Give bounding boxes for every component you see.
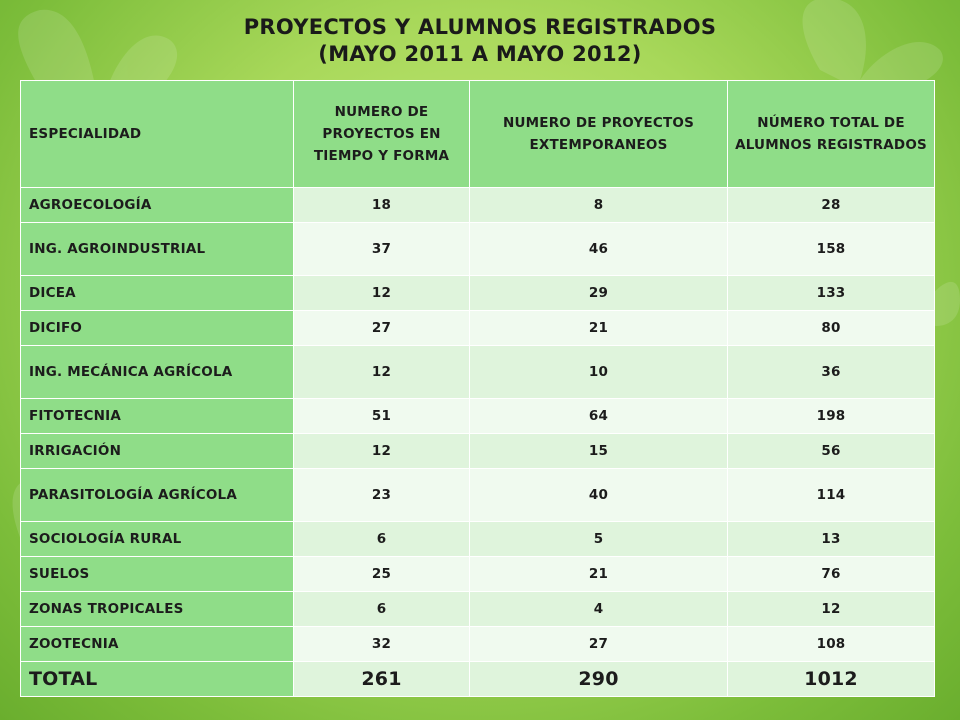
cell-extemporaneos: 8 (470, 188, 728, 223)
cell-especialidad: ZOOTECNIA (21, 627, 294, 662)
cell-especialidad: SUELOS (21, 557, 294, 592)
cell-extemporaneos: 64 (470, 399, 728, 434)
cell-alumnos: 108 (728, 627, 935, 662)
cell-especialidad: SOCIOLOGÍA RURAL (21, 522, 294, 557)
cell-especialidad: FITOTECNIA (21, 399, 294, 434)
title-line-1: PROYECTOS Y ALUMNOS REGISTRADOS (243, 15, 717, 39)
header-alumnos: NÚMERO TOTAL DE ALUMNOS REGISTRADOS (728, 81, 935, 188)
cell-especialidad: PARASITOLOGÍA AGRÍCOLA (21, 469, 294, 522)
cell-alumnos: 13 (728, 522, 935, 557)
table-row (21, 346, 935, 399)
table-header-row (21, 81, 935, 188)
page-title (0, 14, 960, 68)
cell-especialidad: ZONAS TROPICALES (21, 592, 294, 627)
cell-tiempo-forma: 32 (294, 627, 470, 662)
table-row (21, 592, 935, 627)
table-row (21, 469, 935, 522)
cell-alumnos: 12 (728, 592, 935, 627)
cell-extemporaneos: 40 (470, 469, 728, 522)
total-row (21, 662, 935, 697)
cell-alumnos: 198 (728, 399, 935, 434)
cell-extemporaneos: 15 (470, 434, 728, 469)
cell-alumnos: 114 (728, 469, 935, 522)
header-extemporaneos: NUMERO DE PROYECTOS EXTEMPORANEOS (470, 81, 728, 188)
cell-extemporaneos: 5 (470, 522, 728, 557)
total-tiempo-forma: 261 (294, 662, 470, 697)
cell-extemporaneos: 27 (470, 627, 728, 662)
cell-tiempo-forma: 6 (294, 522, 470, 557)
header-tiempo-forma: NUMERO DE PROYECTOS EN TIEMPO Y FORMA (294, 81, 470, 188)
cell-tiempo-forma: 6 (294, 592, 470, 627)
cell-alumnos: 80 (728, 311, 935, 346)
cell-especialidad: ING. MECÁNICA AGRÍCOLA (21, 346, 294, 399)
cell-extemporaneos: 10 (470, 346, 728, 399)
table-row (21, 627, 935, 662)
cell-alumnos: 76 (728, 557, 935, 592)
cell-tiempo-forma: 12 (294, 434, 470, 469)
total-label: TOTAL (21, 662, 294, 697)
cell-tiempo-forma: 12 (294, 346, 470, 399)
cell-especialidad: DICIFO (21, 311, 294, 346)
total-alumnos: 1012 (728, 662, 935, 697)
table-row (21, 557, 935, 592)
projects-table (20, 80, 935, 697)
cell-extemporaneos: 29 (470, 276, 728, 311)
cell-tiempo-forma: 23 (294, 469, 470, 522)
cell-alumnos: 28 (728, 188, 935, 223)
cell-alumnos: 133 (728, 276, 935, 311)
title-line-2: (MAYO 2011 A MAYO 2012) (318, 42, 642, 66)
cell-especialidad: AGROECOLOGÍA (21, 188, 294, 223)
table-row (21, 522, 935, 557)
cell-tiempo-forma: 51 (294, 399, 470, 434)
cell-tiempo-forma: 12 (294, 276, 470, 311)
cell-extemporaneos: 21 (470, 311, 728, 346)
cell-tiempo-forma: 37 (294, 223, 470, 276)
total-extemporaneos: 290 (470, 662, 728, 697)
cell-extemporaneos: 21 (470, 557, 728, 592)
cell-especialidad: ING. AGROINDUSTRIAL (21, 223, 294, 276)
table-row (21, 311, 935, 346)
table-row (21, 276, 935, 311)
cell-extemporaneos: 46 (470, 223, 728, 276)
cell-tiempo-forma: 18 (294, 188, 470, 223)
cell-alumnos: 56 (728, 434, 935, 469)
cell-tiempo-forma: 25 (294, 557, 470, 592)
cell-alumnos: 36 (728, 346, 935, 399)
header-especialidad: ESPECIALIDAD (21, 81, 294, 188)
cell-extemporaneos: 4 (470, 592, 728, 627)
table-row (21, 434, 935, 469)
cell-especialidad: DICEA (21, 276, 294, 311)
cell-alumnos: 158 (728, 223, 935, 276)
cell-tiempo-forma: 27 (294, 311, 470, 346)
table-row (21, 223, 935, 276)
cell-especialidad: IRRIGACIÓN (21, 434, 294, 469)
table-row (21, 399, 935, 434)
table-row (21, 188, 935, 223)
